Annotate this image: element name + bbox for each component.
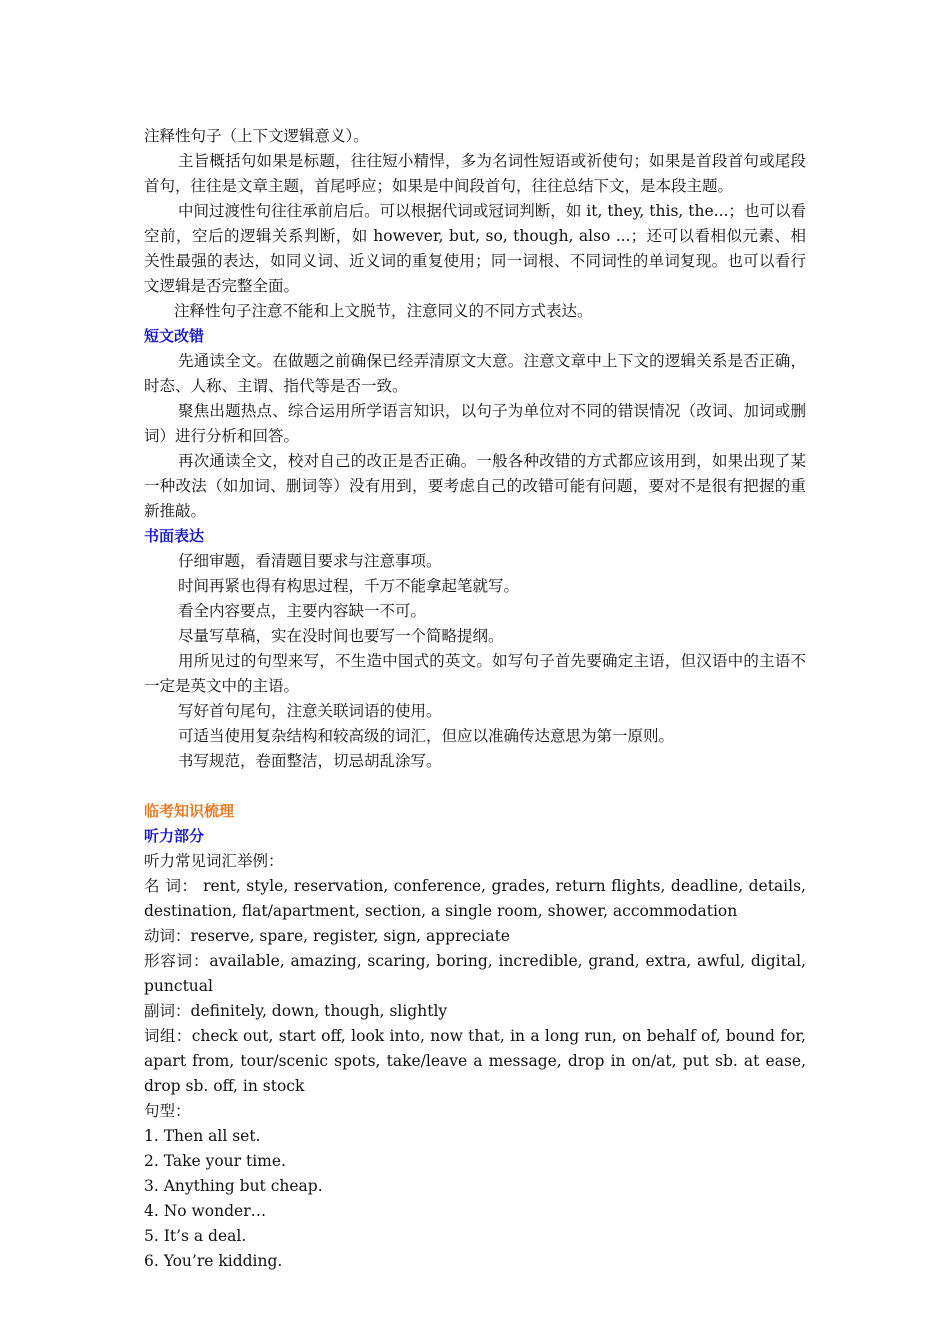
pattern-item: 5. It’s a deal.: [144, 1227, 247, 1245]
reading-tip-transition-sentence: 中间过渡性句往往承前启后。可以根据代词或冠词判断，如 it, they, this, the...；也可以看空前，空后的逻辑关系判断，如 however, but, so, though, also ...；还可以看相似元素、相关性最强的表达，如同义词、近义词的重复使用；同一词根、不同词性的单词复现。也可以看行文逻辑是否完整全面。: [144, 202, 806, 295]
writing-tip: 时间再紧也得有构思过程，千万不能拿起笔就写。: [178, 577, 520, 595]
vocab-verbs-list: reserve, spare, register, sign, appreciate: [190, 927, 510, 945]
pattern-item: 1. Then all set.: [144, 1127, 261, 1145]
writing-tip: 用所见过的句型来写，不生造中国式的英文。如写句子首先要确定主语，但汉语中的主语不一定是英文中的主语。: [144, 652, 806, 695]
intro-tail: 注释性句子（上下文逻辑意义）。: [144, 127, 369, 145]
section-writing-title: 书面表达: [144, 527, 205, 545]
vocab-verbs: [144, 924, 806, 949]
writing-tip: 写好首句尾句，注意关联词语的使用。: [178, 702, 442, 720]
vocab-adjectives: [144, 949, 806, 999]
vocab-phrases: [144, 1024, 806, 1099]
pattern-item: 2. Take your time.: [144, 1152, 286, 1170]
vocab-adverbs: [144, 999, 806, 1024]
error-correction-paragraph: 先通读全文。在做题之前确保已经弄清原文大意。注意文章中上下文的逻辑关系是否正确，时态、人称、主谓、指代等是否一致。: [144, 352, 806, 395]
writing-tip: 书写规范，卷面整洁，切忌胡乱涂写。: [178, 752, 442, 770]
vocab-phrases-list: check out, start off, look into, now that, in a long run, on behalf of, bound for, apart from, tour/scenic spots, take/leave a message, drop in on/at, put sb. at ease, drop sb. off, in stock: [144, 1027, 806, 1095]
vocab-nouns-list: rent, style, reservation, conference, grades, return flights, deadline, details, destination, flat/apartment, section, a single room, shower, accommodation: [144, 877, 806, 920]
pattern-item: 6. You’re kidding.: [144, 1252, 283, 1270]
blank-line: [144, 774, 806, 799]
vocab-verbs-label: 动词：: [144, 927, 191, 945]
document-page: [144, 124, 806, 1274]
listening-vocab-intro: 听力常见词汇举例：: [144, 852, 284, 870]
section-listening-title: 听力部分: [144, 827, 205, 845]
vocab-adjectives-label: 形容词：: [144, 952, 210, 970]
patterns-label: 句型：: [144, 1102, 191, 1120]
error-correction-paragraph: 再次通读全文，校对自己的改正是否正确。一般各种改错的方式都应该用到，如果出现了某一种改法（如加词、删词等）没有用到，要考虑自己的改错可能有问题，要对不是很有把握的重新推敲。: [144, 452, 806, 520]
reading-tip-topic-sentence: 主旨概括句如果是标题，往往短小精悍，多为名词性短语或祈使句；如果是首段首句或尾段首句，往往是文章主题，首尾呼应；如果是中间段首句，往往总结下文，是本段主题。: [144, 152, 806, 195]
pattern-item: 3. Anything but cheap.: [144, 1177, 323, 1195]
vocab-nouns-label: 名 词：: [144, 877, 198, 895]
writing-tip: 看全内容要点，主要内容缺一不可。: [178, 602, 427, 620]
vocab-adverbs-list: definitely, down, though, slightly: [190, 1002, 448, 1020]
section-error-correction-title: 短文改错: [144, 327, 205, 345]
vocab-phrases-label: 词组：: [144, 1027, 192, 1045]
vocab-adjectives-list: available, amazing, scaring, boring, incredible, grand, extra, awful, digital, punctual: [144, 952, 806, 995]
writing-tip: 可适当使用复杂结构和较高级的词汇，但应以准确传达意思为第一原则。: [178, 727, 675, 745]
section-review-title: 临考知识梳理: [144, 802, 235, 820]
error-correction-paragraph: 聚焦出题热点、综合运用所学语言知识，以句子为单位对不同的错误情况（改词、加词或删词）进行分析和回答。: [144, 402, 806, 445]
writing-tip: 尽量写草稿，实在没时间也要写一个简略提纲。: [178, 627, 504, 645]
reading-tip-annotation-sentence: 注释性句子注意不能和上文脱节，注意同义的不同方式表达。: [174, 302, 593, 320]
writing-tip: 仔细审题，看清题目要求与注意事项。: [178, 552, 442, 570]
vocab-nouns: [144, 874, 806, 924]
pattern-item: 4. No wonder…: [144, 1202, 267, 1220]
vocab-adverbs-label: 副词：: [144, 1002, 191, 1020]
